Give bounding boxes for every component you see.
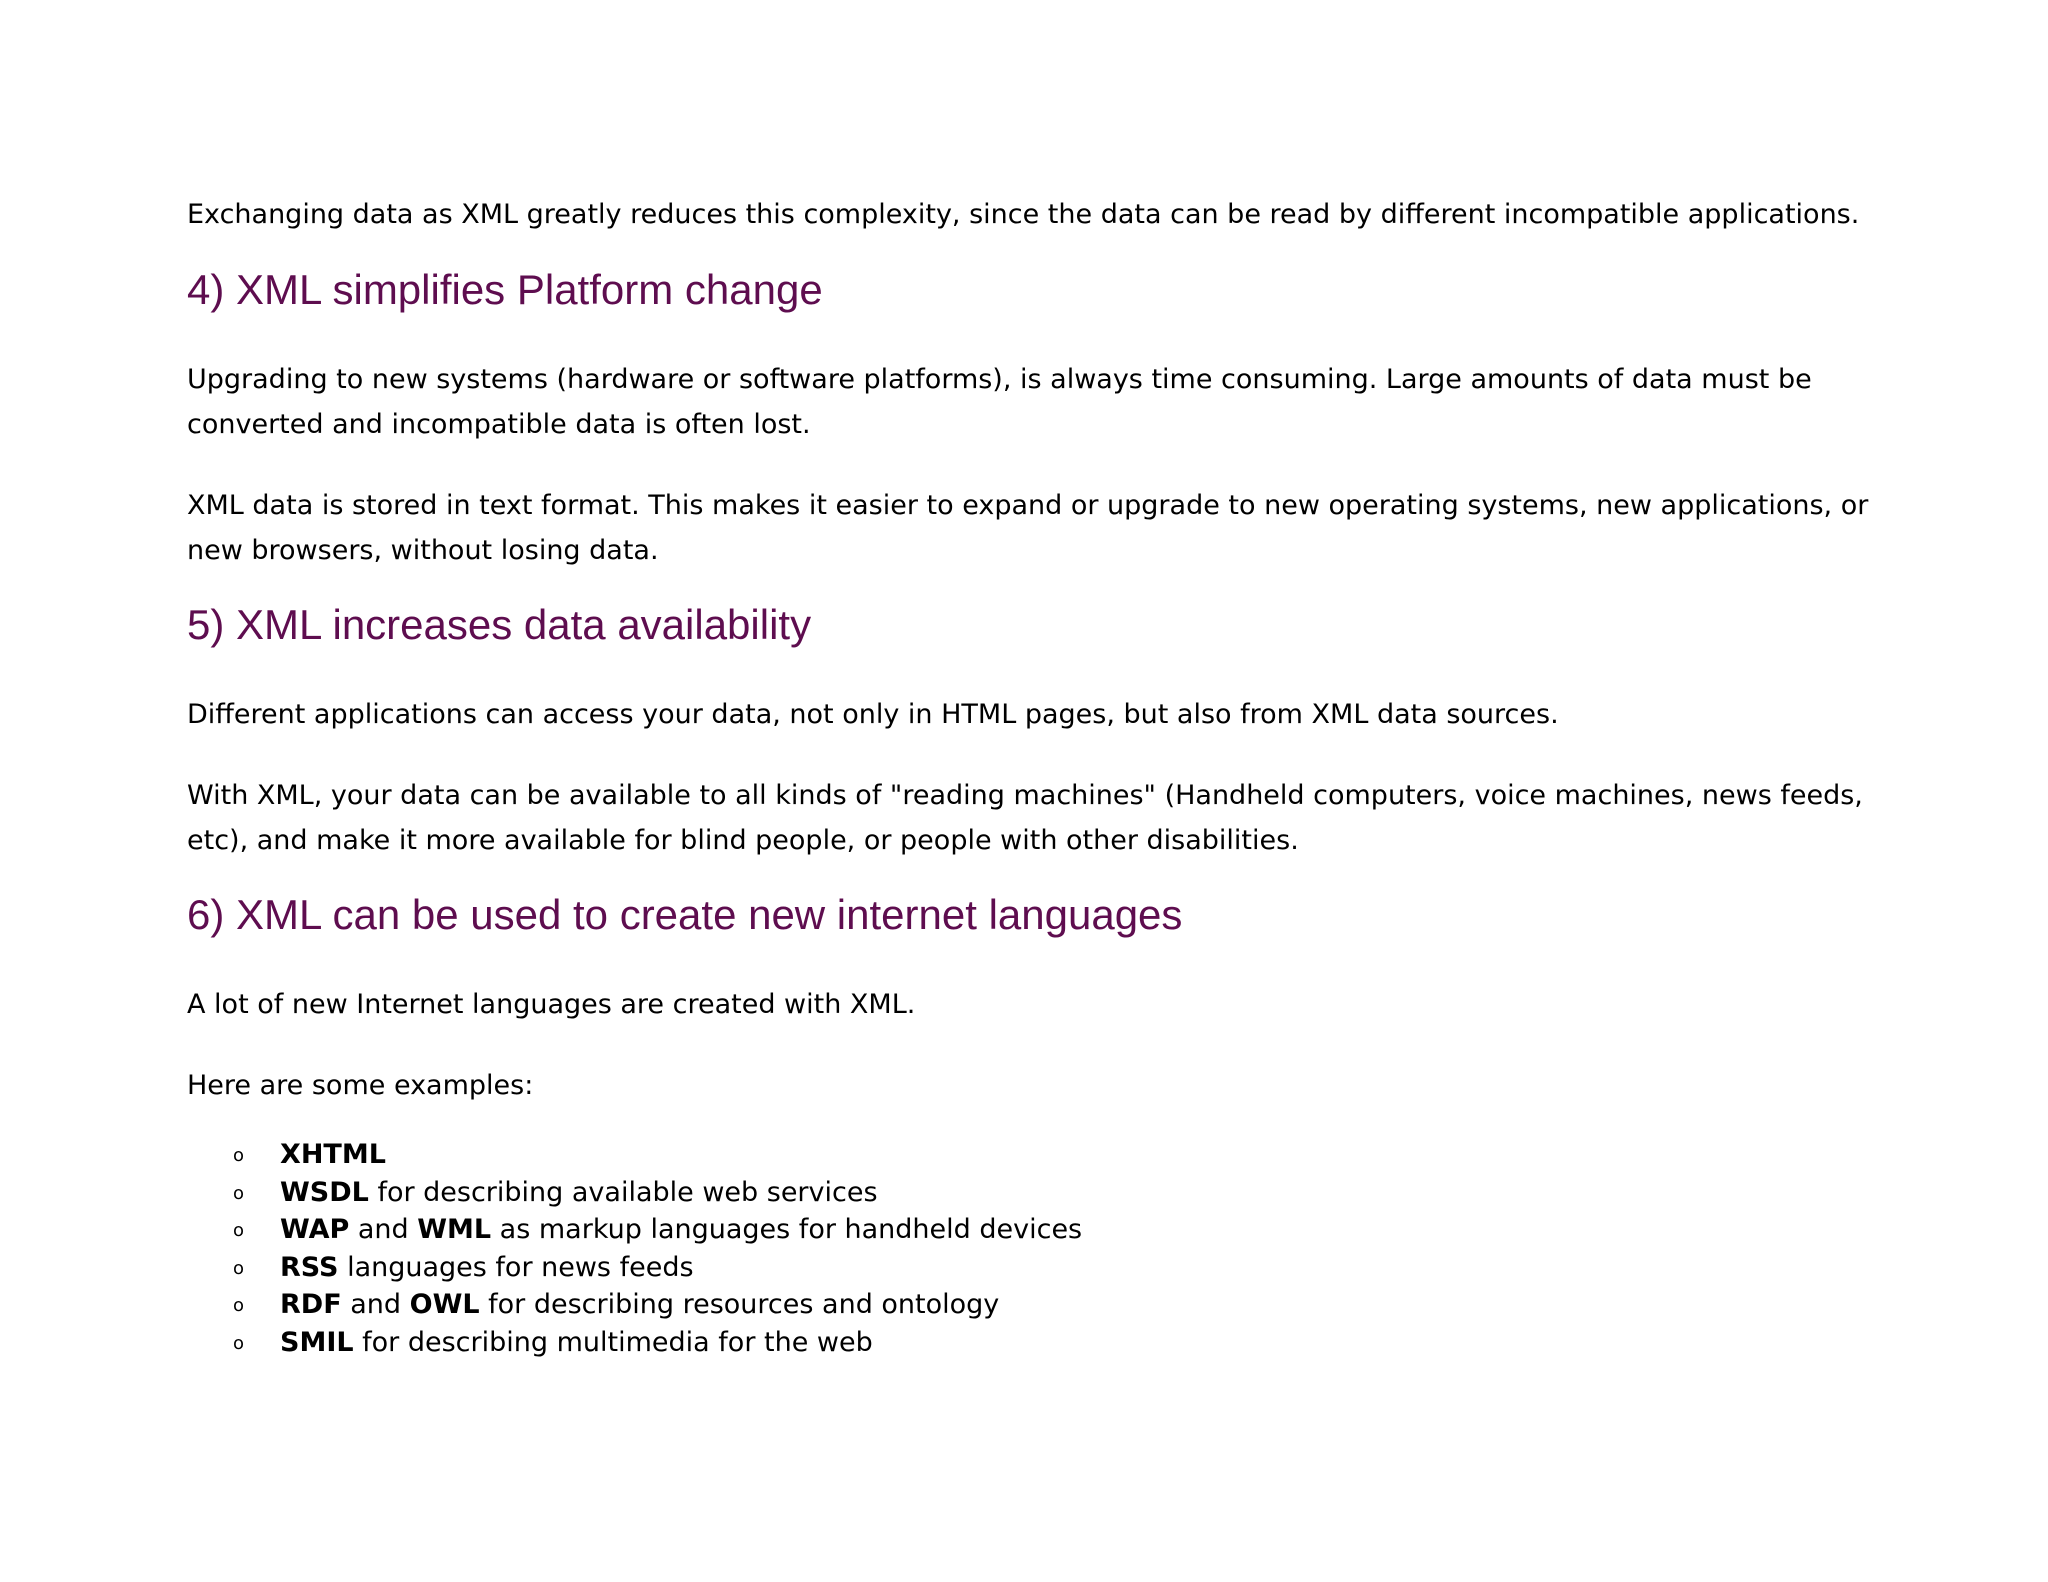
item-description: languages for news feeds — [338, 1251, 694, 1283]
item-description: and — [349, 1214, 418, 1245]
section-6-paragraph-1: A lot of new Internet languages are created with XML. — [187, 989, 916, 1020]
list-item-text — [280, 1249, 694, 1287]
section-5-paragraph-2 — [187, 774, 1867, 863]
bold-term: OWL — [409, 1289, 480, 1320]
list-item-text — [280, 1286, 999, 1324]
intro-paragraph: Exchanging data as XML greatly reduces this complexity, since the data can be read by different incompatible applications. — [187, 199, 1860, 230]
list-item-text — [280, 1136, 386, 1174]
bold-term: XHTML — [280, 1139, 386, 1170]
item-description: as markup languages for handheld devices — [491, 1214, 1083, 1245]
section-4-paragraph-2-line-1: XML data is stored in text format. This makes it easier to expand or upgrade to new operating systems, new applications, or — [187, 490, 1869, 521]
bold-term: WSDL — [280, 1176, 369, 1208]
hollow-bullet-icon: o — [233, 1220, 245, 1241]
section-4-heading: 4) XML simplifies Platform change — [187, 266, 823, 313]
section-6-paragraph-2: Here are some examples: — [187, 1070, 534, 1101]
bold-term: WAP — [280, 1214, 350, 1245]
section-5-paragraph-1: Different applications can access your data, not only in HTML pages, but also from XML data sources. — [187, 699, 1559, 730]
hollow-bullet-icon: o — [233, 1295, 245, 1316]
section-4-paragraph-1-line-2: converted and incompatible data is often lost. — [187, 408, 811, 440]
section-6-heading: 6) XML can be used to create new internet languages — [187, 891, 1183, 938]
bold-term: RDF — [280, 1289, 342, 1320]
item-description: for describing multimedia for the web — [353, 1326, 873, 1358]
list-item-text — [280, 1174, 878, 1212]
bold-term: RSS — [280, 1251, 339, 1283]
section-4-paragraph-2 — [187, 484, 1867, 573]
section-4-paragraph-1-line-1: Upgrading to new systems (hardware or software platforms), is always time consuming. Large amounts of data must be — [187, 364, 1812, 395]
list-item-text — [280, 1211, 1082, 1249]
hollow-bullet-icon: o — [233, 1182, 245, 1204]
item-description: and — [341, 1289, 410, 1320]
item-description: for describing resources and ontology — [479, 1289, 1000, 1320]
section-5-paragraph-2-line-1: With XML, your data can be available to all kinds of "reading machines" (Handheld computers, voice machines, news feeds, — [187, 780, 1863, 811]
section-5-paragraph-2-line-2: etc), and make it more available for blind people, or people with other disabilities. — [187, 824, 1299, 856]
list-item-text — [280, 1324, 873, 1362]
bold-term: SMIL — [280, 1326, 354, 1358]
section-5-heading: 5) XML increases data availability — [187, 601, 812, 648]
section-4-paragraph-1 — [187, 358, 1867, 447]
item-description: for describing available web services — [368, 1176, 878, 1208]
hollow-bullet-icon: o — [233, 1257, 245, 1279]
bold-term: WML — [417, 1214, 492, 1245]
hollow-bullet-icon: o — [233, 1145, 245, 1166]
hollow-bullet-icon: o — [233, 1332, 245, 1354]
section-4-paragraph-2-line-2: new browsers, without losing data. — [187, 534, 659, 566]
